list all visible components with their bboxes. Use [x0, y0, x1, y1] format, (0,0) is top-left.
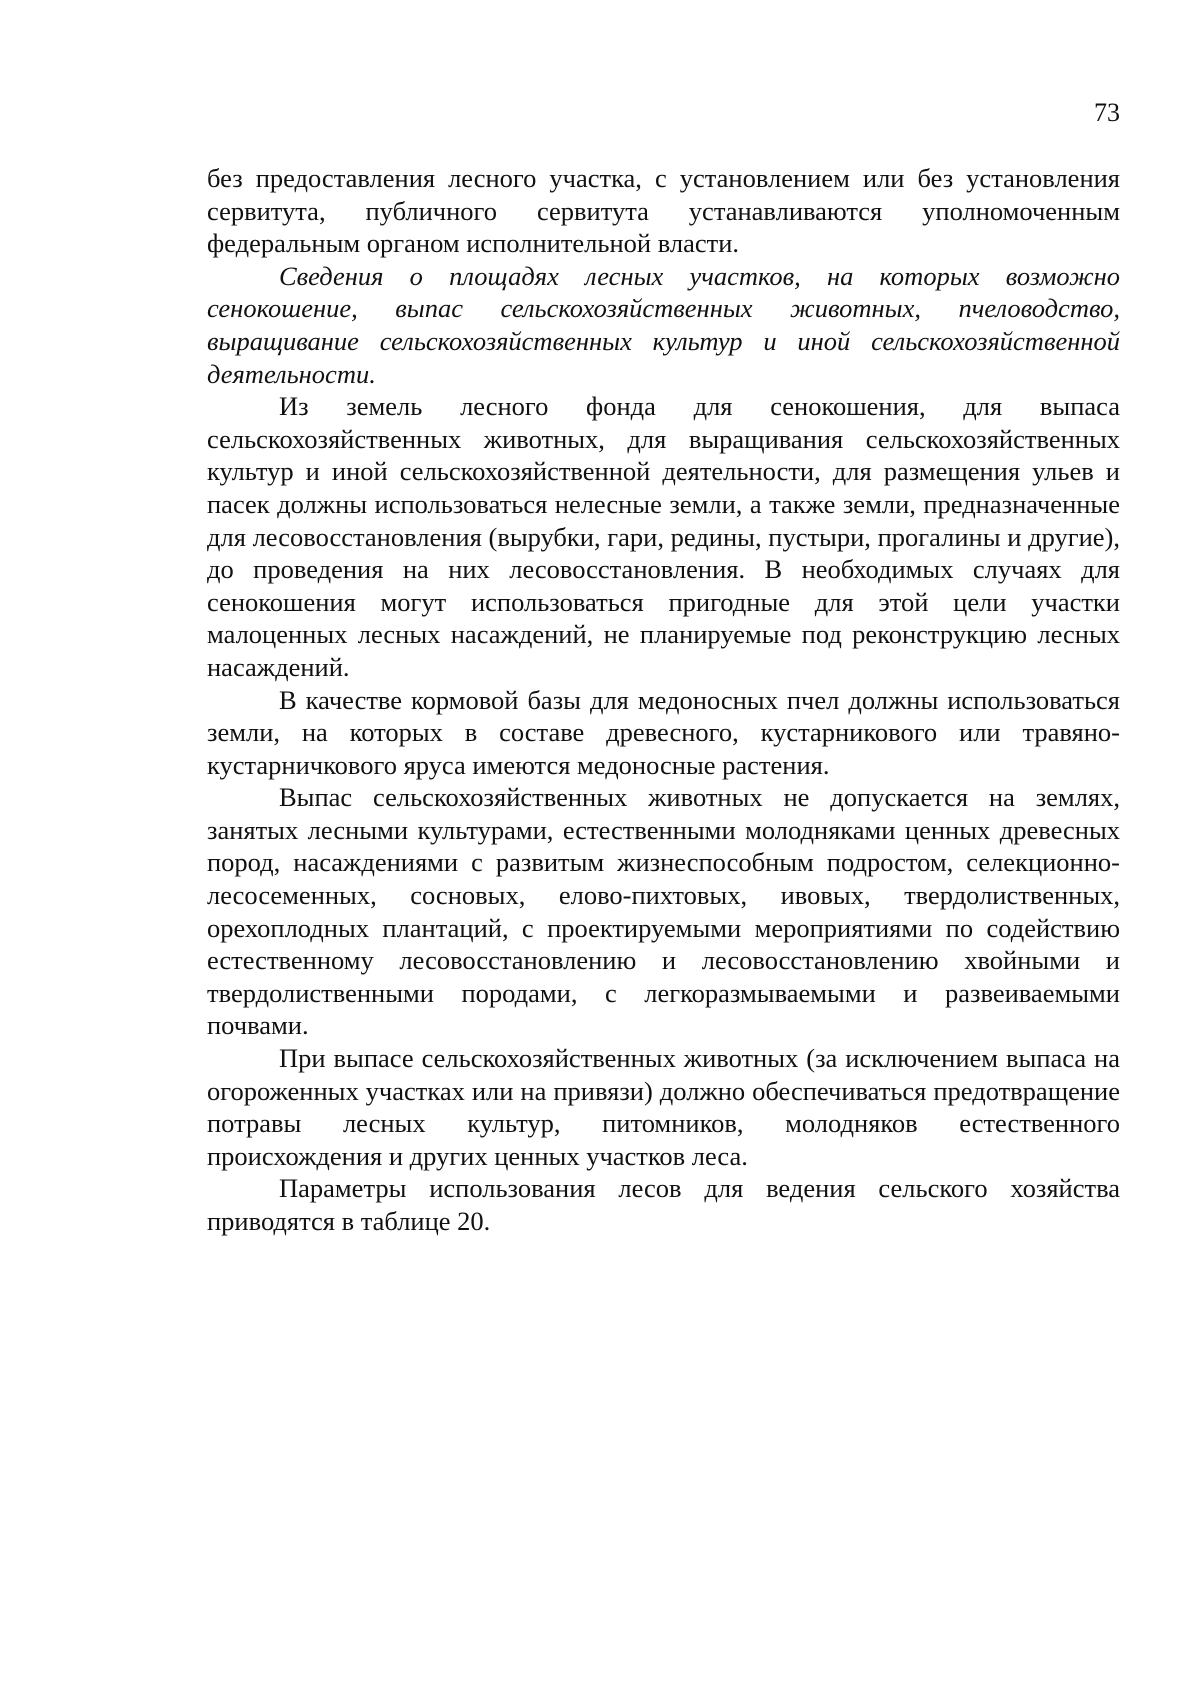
- paragraph-continuation: без предоставления лесного участка, с установлением или без установления сервитута, публичного сервитута устанавливаются уполномоченным федеральным органом исполнительной власти.: [207, 163, 1120, 259]
- paragraph-grazing-protection: При выпасе сельскохозяйственных животных (за исключением выпаса на огороженных участках или на привязи) должно обеспечиваться предотвращение потравы лесных культур, питомников, молодняков естественного происхождения и других ценных участков леса.: [207, 1043, 1120, 1171]
- paragraph-land-use: Из земель лесного фонда для сенокошения, для выпаса сельскохозяйственных животных, для выращивания сельскохозяйственных культур и иной сельскохозяйственной деятельности, для размещения ульев и пасек должны использоваться нелесные земли, а также земли, предназначенные для лесовосстановления (вырубки, гари, редины, пустыри, прогалины и другие), до проведения на них лесовосстановления. В необходимых случаях для сенокошения могут использоваться пригодные для этой цели участки малоценных лесных насаждений, не планируемые под реконструкцию лесных насаждений.: [207, 391, 1120, 682]
- body-text: [207, 162, 1120, 1238]
- paragraph-bee-forage: В качестве кормовой базы для медоносных пчел должны использоваться земли, на которых в составе древесного, кустарникового или травяно-кустарничкового яруса имеются медоносные растения.: [207, 684, 1120, 780]
- paragraph-grazing-restrictions: Выпас сельскохозяйственных животных не допускается на землях, занятых лесными культурами, естественными молодняками ценных древесных пород, насаждениями с развитым жизнеспособным подростом, селекционно-лесосеменных, сосновых, елово-пихтовых, ивовых, твердолиственных, орехоплодных плантаций, с проектируемыми мероприятиями по содействию естественному лесовосстановлению и лесовосстановлению хвойными и твердолиственными породами, с легкоразмываемыми и развеиваемыми почвами.: [207, 782, 1120, 1041]
- paragraph-table-reference: Параметры использования лесов для ведения сельского хозяйства приводятся в таблице 20.: [207, 1173, 1120, 1236]
- section-heading-italic: Сведения о площадях лесных участков, на которых возможно сенокошение, выпас сельскохозяйственных животных, пчеловодство, выращивание сельскохозяйственных культур и иной сельскохозяйственной деятельности.: [207, 260, 1120, 389]
- page-number: 73: [1094, 98, 1120, 127]
